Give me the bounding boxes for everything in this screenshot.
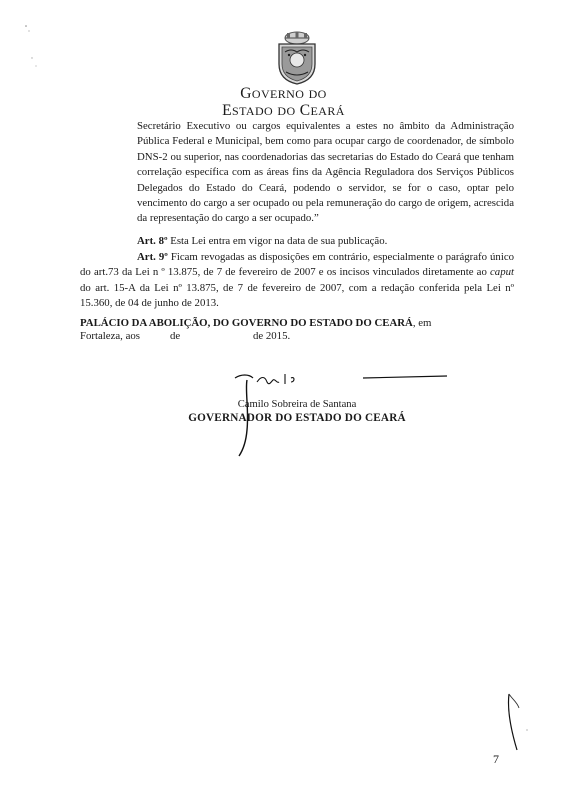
fortaleza-c: de 2015. (253, 330, 291, 342)
coat-of-arms-icon (271, 30, 323, 86)
signer-title: GOVERNADOR DO ESTADO DO CEARÁ (188, 412, 406, 424)
palacio-line (80, 316, 514, 331)
header-governo (0, 86, 567, 102)
palacio-tail: , em (412, 317, 432, 329)
article-8-label: Art. 8º (137, 235, 168, 247)
header-do-2: DO (277, 104, 296, 118)
header-initial-g: G (240, 85, 252, 102)
scan-speck-marks (20, 22, 60, 82)
article-9-caput: caput (490, 266, 514, 279)
rubric-mark (495, 690, 535, 760)
article-9-label: Art. 9º (137, 251, 168, 263)
header-eara: EARÁ (310, 104, 345, 118)
continuation-paragraph: Secretário Executivo ou cargos equivalentes a estes no âmbito da Administração Pública Federal e Municipal, bem como para ocupar cargo de coordenador, de símbolo DNS-2 ou superior, nas coordenadorias das secretarias do Estado do Ceará que tenham correlação específica com as áreas fins da Agência Reguladora dos Serviços Públicos Delegados do Estado do Ceará, podendo o servidor, se for o caso, optar pelo vencimento do cargo a ser ocupado ou pela remuneração do cargo de origem, acrescida da representação do cargo a ser ocupado.” (137, 120, 514, 225)
header-overno: OVERNO (251, 87, 305, 101)
article-8 (137, 234, 514, 249)
article-9-text-b: do art. 15-A da Lei nº 13.875, de 7 de fevereiro de 2007, com a redação conferida pela Lei nº 15.360, de 04 de junho de 2013. (80, 281, 514, 310)
header-estado-ceara (0, 103, 567, 119)
header-initial-c: C (299, 102, 311, 119)
signer-name: Camilo Sobreira de Santana (237, 399, 357, 410)
fortaleza-a: Fortaleza, aos (80, 330, 140, 342)
page-number: 7 (493, 752, 499, 766)
palacio-bold: PALÁCIO DA ABOLIÇÃO, DO GOVERNO DO ESTADO DO CEARÁ (80, 317, 413, 329)
article-8-text: Esta Lei entra em vigor na data de sua publicação. (170, 235, 388, 247)
header-stado: STADO (232, 104, 274, 118)
header-do-1: DO (308, 87, 327, 101)
article-9-text-a: Ficam revogadas as disposições em contrário, especialmente o parágrafo único do art.73 da Lei n º 13.875, de 7 de fevereiro de 2007 e os incisos vinculados diretamente ao (80, 251, 515, 279)
article-9 (80, 250, 514, 312)
header-initial-e: E (222, 102, 233, 119)
fortaleza-b: de (170, 330, 181, 342)
